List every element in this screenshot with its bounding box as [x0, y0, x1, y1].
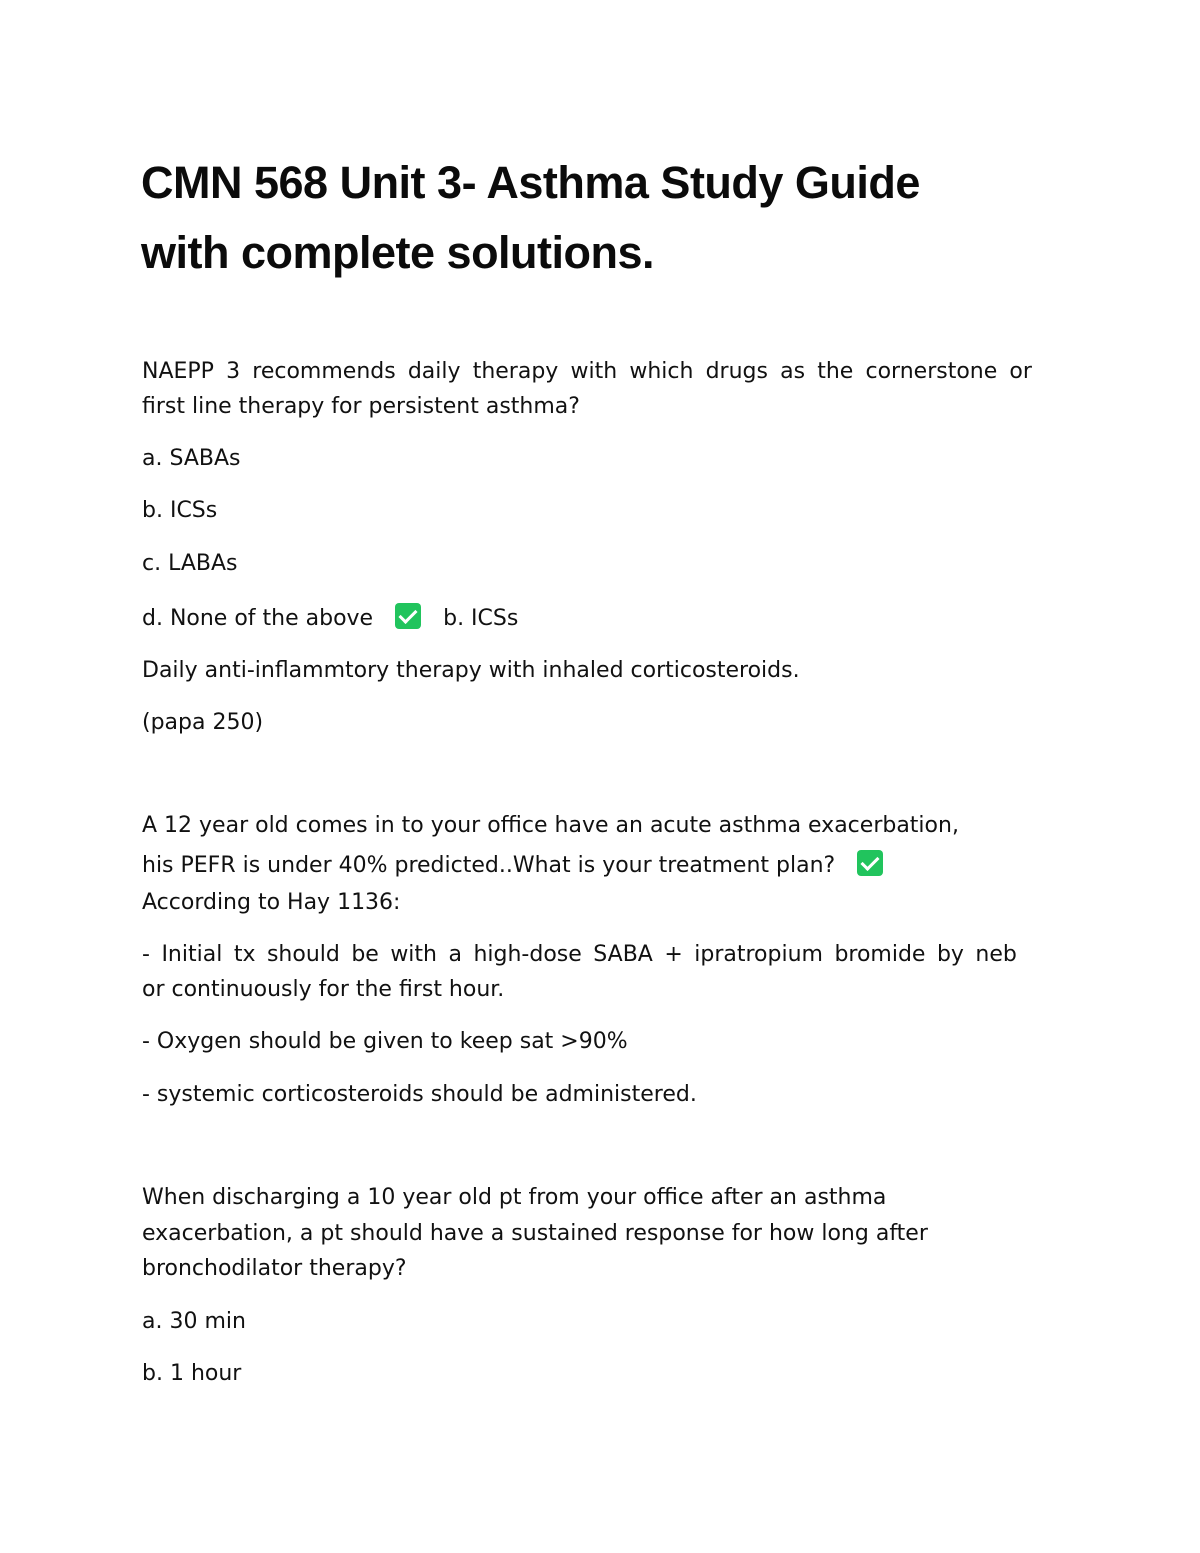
q2-point-1-word: bromide	[834, 942, 926, 967]
q1-question-word: cornerstone	[865, 359, 998, 384]
q1-question-line-1	[142, 354, 1032, 390]
q1-question-word: with	[570, 359, 618, 384]
q2-point-2: - Oxygen should be given to keep sat >90%	[142, 1029, 628, 1054]
q1-question-word: NAEPP	[142, 359, 214, 384]
q2-point-1-line-2: or continuously for the first hour.	[142, 977, 505, 1002]
q2-point-1-word: tx	[233, 942, 256, 967]
q2-point-3: - systemic corticosteroids should be administered.	[142, 1082, 697, 1107]
q2-point-1-word: ipratropium	[694, 942, 823, 967]
document-title	[141, 148, 1101, 288]
q1-answer: b. ICSs	[443, 606, 519, 631]
q2-question-line-2: his PEFR is under 40% predicted..What is your treatment plan?	[142, 853, 836, 878]
check-mark-icon	[395, 603, 421, 629]
q2-point-1-word: high-dose	[473, 942, 582, 967]
q1-question-word: daily	[407, 359, 461, 384]
q1-question-word: the	[817, 359, 854, 384]
q1-question-word: 3	[226, 359, 241, 384]
q3-question-line-2: exacerbation, a pt should have a sustained response for how long after	[142, 1221, 928, 1246]
q1-question-word: as	[780, 359, 806, 384]
q2-point-1-word: +	[664, 942, 683, 967]
q1-option-d: d. None of the above	[142, 606, 374, 631]
q1-question-word: which	[629, 359, 694, 384]
q2-point-1-word: by	[936, 942, 964, 967]
q1-question-line-2: first line therapy for persistent asthma?	[142, 394, 580, 419]
q1-reference: (papa 250)	[142, 710, 264, 735]
q2-answer-intro: According to Hay 1136:	[142, 890, 401, 915]
q3-option-b: b. 1 hour	[142, 1361, 242, 1386]
q1-option-c: c. LABAs	[142, 551, 238, 576]
q1-option-b: b. ICSs	[142, 498, 218, 523]
q2-point-1-word: Initial	[161, 942, 223, 967]
q1-option-a: a. SABAs	[142, 446, 241, 471]
q1-explanation: Daily anti-inflammtory therapy with inhaled corticosteroids.	[142, 658, 800, 683]
title-line-2: with complete solutions.	[141, 227, 655, 278]
check-mark-icon	[857, 850, 883, 876]
q1-question-word: therapy	[472, 359, 559, 384]
q1-question-word: drugs	[705, 359, 768, 384]
q2-point-1-word: should	[266, 942, 340, 967]
q2-point-1-word: neb	[975, 942, 1017, 967]
q3-question-line-3: bronchodilator therapy?	[142, 1256, 407, 1281]
q2-point-1-word: a	[448, 942, 462, 967]
q2-point-1-word: with	[390, 942, 437, 967]
q2-point-1-word: -	[142, 942, 150, 967]
q2-point-1-line-1	[142, 937, 1017, 973]
q1-question-word: recommends	[252, 359, 396, 384]
q2-question-line-1: A 12 year old comes in to your office have an acute asthma exacerbation,	[142, 813, 959, 838]
q2-question-line-2-row	[142, 848, 883, 884]
title-line-1: CMN 568 Unit 3- Asthma Study Guide	[141, 157, 920, 208]
q2-point-1-word: be	[351, 942, 379, 967]
q2-point-1-word: SABA	[593, 942, 653, 967]
q1-option-d-row	[142, 601, 518, 637]
q1-question-word: or	[1009, 359, 1032, 384]
q3-option-a: a. 30 min	[142, 1309, 246, 1334]
q3-question-line-1: When discharging a 10 year old pt from your office after an asthma	[142, 1185, 887, 1210]
